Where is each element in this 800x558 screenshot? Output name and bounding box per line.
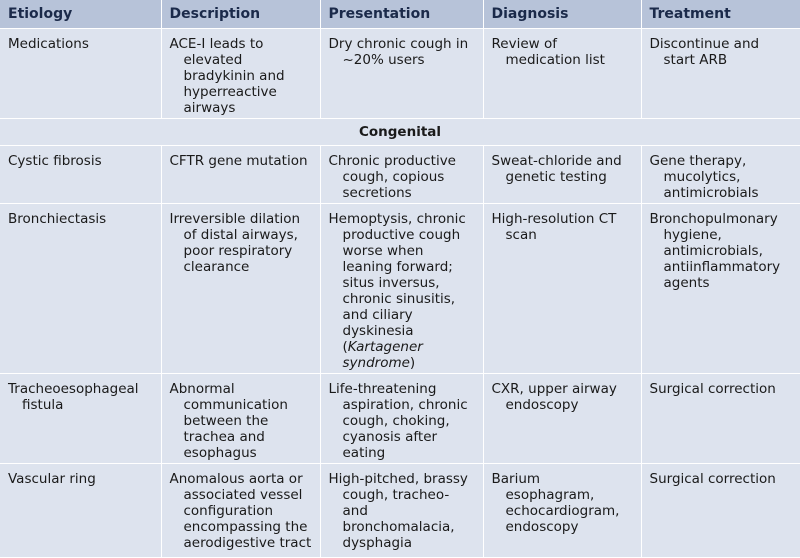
- cell-text: Surgical correction: [649, 381, 776, 397]
- cell-text: Review of medication list: [491, 36, 605, 68]
- presentation-italic-text: Kartagener syndrome: [342, 339, 423, 371]
- presentation-end-text: ): [409, 355, 416, 371]
- cell-text: High-resolution CT scan: [491, 211, 617, 243]
- cell-text: Irreversible dilation of distal airways, poor respiratory clearance: [169, 211, 301, 275]
- cell-text: Abnormal communication between the trachea and esophagus: [169, 381, 288, 461]
- cell-presentation: [320, 29, 483, 119]
- header-treatment: Treatment: [641, 0, 800, 29]
- section-row-congenital: [0, 119, 800, 146]
- cell-presentation: [320, 374, 483, 464]
- cell-text: Discontinue and start ARB: [649, 36, 760, 68]
- cell-text: Bronchopulmonary hygiene, antimicrobials, antiinflammatory agents: [649, 211, 781, 291]
- cell-text: Dry chronic cough in ~20% users: [328, 36, 469, 68]
- cell-treatment: [641, 464, 800, 558]
- cell-presentation: [320, 146, 483, 204]
- cell-treatment: [641, 374, 800, 464]
- table-row-cystic-fibrosis: [0, 146, 800, 204]
- cell-etiology: [0, 374, 161, 464]
- cell-text: Life-threatening aspiration, chronic cough, choking, cyanosis after eating: [328, 381, 468, 461]
- cell-text: Medications: [8, 36, 89, 52]
- section-heading: Congenital: [0, 119, 800, 146]
- header-etiology: Etiology: [0, 0, 161, 29]
- cell-description: [161, 204, 320, 374]
- cell-text: Barium esophagram, echocardiogram, endoscopy: [491, 471, 620, 535]
- header-diagnosis: Diagnosis: [483, 0, 641, 29]
- cell-text: Sweat-chloride and genetic testing: [491, 153, 622, 185]
- table-header: [0, 0, 800, 29]
- cell-description: [161, 146, 320, 204]
- cell-diagnosis: [483, 374, 641, 464]
- table-body: [0, 29, 800, 558]
- cell-diagnosis: [483, 204, 641, 374]
- cell-description: [161, 374, 320, 464]
- cell-text: Cystic fibrosis: [8, 153, 102, 169]
- table-row-tracheoesophageal-fistula: [0, 374, 800, 464]
- presentation-main-text: Hemoptysis, chronic productive cough worse when leaning forward; situs inversus, chronic sinusitis, and ciliary dyskinesia (: [328, 211, 466, 355]
- cell-text: Vascular ring: [8, 471, 96, 487]
- header-presentation: Presentation: [320, 0, 483, 29]
- cell-treatment: [641, 29, 800, 119]
- cell-text: CXR, upper airway endoscopy: [491, 381, 617, 413]
- cell-presentation: [320, 204, 483, 374]
- cell-text: Bronchiectasis: [8, 211, 107, 227]
- cell-etiology: [0, 204, 161, 374]
- cell-text: ACE-I leads to elevated bradykinin and hyperreactive airways: [169, 36, 285, 116]
- cell-diagnosis: [483, 464, 641, 558]
- cell-etiology: [0, 29, 161, 119]
- table-row-vascular-ring: [0, 464, 800, 558]
- cell-etiology: [0, 464, 161, 558]
- cell-text: Chronic productive cough, copious secretions: [328, 153, 456, 201]
- cell-text: Anomalous aorta or associated vessel configuration encompassing the aerodigestive tract: [169, 471, 312, 551]
- cell-text: High-pitched, brassy cough, tracheo- and bronchomalacia, dysphagia: [328, 471, 468, 551]
- cell-text: Gene therapy, mucolytics, antimicrobials: [649, 153, 759, 201]
- cell-treatment: [641, 146, 800, 204]
- table-row-bronchiectasis: [0, 204, 800, 374]
- cell-text: Surgical correction: [649, 471, 776, 487]
- header-row: [0, 0, 800, 29]
- cell-diagnosis: [483, 146, 641, 204]
- cell-description: [161, 29, 320, 119]
- cell-text: Tracheoesophageal fistula: [8, 381, 139, 413]
- cell-presentation: [320, 464, 483, 558]
- header-description: Description: [161, 0, 320, 29]
- cell-description: [161, 464, 320, 558]
- table-row-medications: [0, 29, 800, 119]
- cell-text: [329, 211, 475, 371]
- cell-treatment: [641, 204, 800, 374]
- cell-etiology: [0, 146, 161, 204]
- cell-diagnosis: [483, 29, 641, 119]
- cell-text: CFTR gene mutation: [169, 153, 308, 169]
